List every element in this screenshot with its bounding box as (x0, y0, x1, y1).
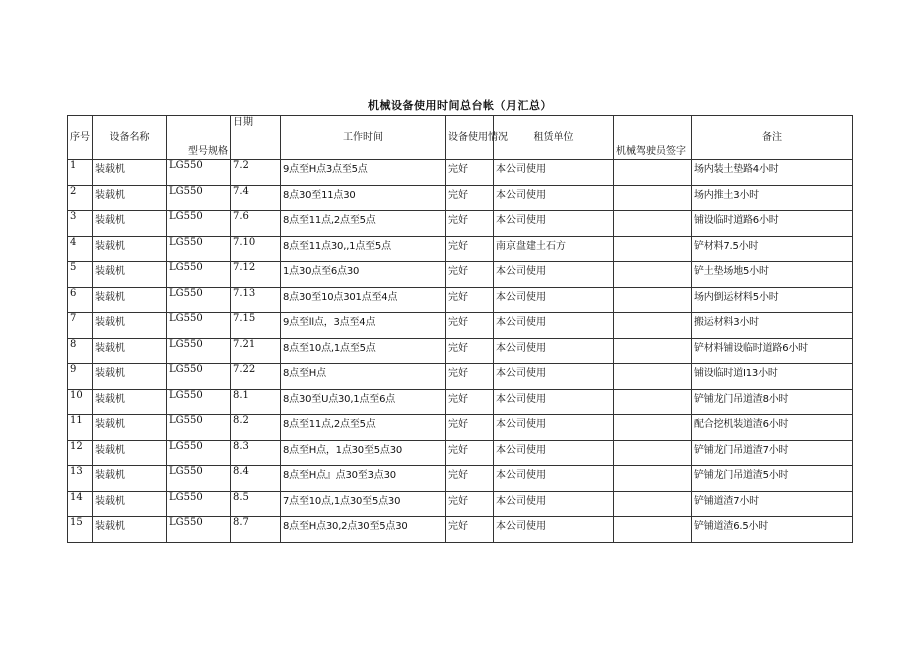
cell-seq: 12 (68, 440, 93, 466)
cell-work-time: 7点至10点,1点30至5点30 (281, 491, 446, 517)
cell-lessor: 本公司使用 (494, 262, 614, 288)
cell-driver-signature (614, 517, 692, 543)
cell-name: 装载机 (93, 338, 167, 364)
cell-model: LG550 (167, 491, 231, 517)
cell-driver-signature (614, 491, 692, 517)
cell-work-time: 8点至10点,1点至5点 (281, 338, 446, 364)
ledger-table (67, 115, 853, 543)
table-row (68, 211, 853, 237)
header-row (68, 116, 853, 160)
table-row (68, 440, 853, 466)
cell-model: LG550 (167, 440, 231, 466)
cell-model: LG550 (167, 415, 231, 441)
cell-status: 完好 (446, 466, 494, 492)
cell-lessor: 本公司使用 (494, 440, 614, 466)
cell-lessor: 本公司使用 (494, 364, 614, 390)
table-row (68, 491, 853, 517)
header-model: 型号规格 (167, 116, 231, 160)
table-row (68, 338, 853, 364)
cell-note: 铲材料铺设临时道路6小时 (692, 338, 853, 364)
cell-date: 8.1 (231, 389, 281, 415)
cell-work-time: 8点至11点,2点至5点 (281, 211, 446, 237)
cell-status: 完好 (446, 236, 494, 262)
cell-work-time: 9点至H点3点至5点 (281, 160, 446, 186)
cell-status: 完好 (446, 389, 494, 415)
cell-note: 铲材料7.5小时 (692, 236, 853, 262)
cell-seq: 9 (68, 364, 93, 390)
cell-status: 完好 (446, 338, 494, 364)
cell-date: 7.2 (231, 160, 281, 186)
cell-note: 铲铺道渣7小时 (692, 491, 853, 517)
cell-seq: 2 (68, 185, 93, 211)
cell-status: 完好 (446, 287, 494, 313)
cell-status: 完好 (446, 211, 494, 237)
cell-lessor: 本公司使用 (494, 185, 614, 211)
cell-note: 铺设临时道I13小时 (692, 364, 853, 390)
cell-seq: 4 (68, 236, 93, 262)
cell-name: 装载机 (93, 440, 167, 466)
cell-model: LG550 (167, 389, 231, 415)
cell-date: 7.6 (231, 211, 281, 237)
cell-date: 7.15 (231, 313, 281, 339)
table-row (68, 364, 853, 390)
cell-name: 装载机 (93, 389, 167, 415)
cell-note: 铲土垫场地5小时 (692, 262, 853, 288)
cell-seq: 6 (68, 287, 93, 313)
cell-driver-signature (614, 211, 692, 237)
cell-driver-signature (614, 313, 692, 339)
cell-date: 7.21 (231, 338, 281, 364)
cell-driver-signature (614, 160, 692, 186)
table-row (68, 389, 853, 415)
cell-model: LG550 (167, 211, 231, 237)
cell-name: 装载机 (93, 491, 167, 517)
cell-status: 完好 (446, 313, 494, 339)
cell-seq: 1 (68, 160, 93, 186)
cell-name: 装载机 (93, 313, 167, 339)
cell-work-time: 8点至H点，1点30至5点30 (281, 440, 446, 466)
cell-work-time: 8点30至11点30 (281, 185, 446, 211)
cell-lessor: 本公司使用 (494, 338, 614, 364)
cell-work-time: 9点至ll点，3点至4点 (281, 313, 446, 339)
cell-date: 7.22 (231, 364, 281, 390)
cell-status: 完好 (446, 160, 494, 186)
cell-status: 完好 (446, 364, 494, 390)
header-sign: 机械驾驶员签字 (614, 116, 692, 160)
cell-lessor: 本公司使用 (494, 517, 614, 543)
cell-driver-signature (614, 364, 692, 390)
cell-date: 8.4 (231, 466, 281, 492)
page-title: 机械设备使用时间总台帐（月汇总） (368, 99, 552, 112)
cell-name: 装载机 (93, 364, 167, 390)
cell-name: 装载机 (93, 415, 167, 441)
cell-note: 场内倒运材料5小时 (692, 287, 853, 313)
cell-seq: 5 (68, 262, 93, 288)
cell-driver-signature (614, 415, 692, 441)
cell-driver-signature (614, 236, 692, 262)
table-row (68, 313, 853, 339)
cell-date: 8.3 (231, 440, 281, 466)
cell-seq: 13 (68, 466, 93, 492)
cell-note: 场内推土3小时 (692, 185, 853, 211)
cell-status: 完好 (446, 185, 494, 211)
table-row (68, 466, 853, 492)
cell-note: 配合挖机装道渣6小时 (692, 415, 853, 441)
header-seq: 序号 (68, 116, 93, 160)
cell-name: 装载机 (93, 466, 167, 492)
cell-seq: 7 (68, 313, 93, 339)
cell-name: 装载机 (93, 517, 167, 543)
cell-status: 完好 (446, 262, 494, 288)
table-row (68, 185, 853, 211)
cell-status: 完好 (446, 415, 494, 441)
cell-lessor: 本公司使用 (494, 211, 614, 237)
cell-name: 装载机 (93, 287, 167, 313)
cell-work-time: 1点30点至6点30 (281, 262, 446, 288)
cell-date: 8.7 (231, 517, 281, 543)
cell-seq: 11 (68, 415, 93, 441)
cell-driver-signature (614, 338, 692, 364)
cell-note: 铺设临时道路6小时 (692, 211, 853, 237)
cell-date: 7.13 (231, 287, 281, 313)
cell-driver-signature (614, 466, 692, 492)
cell-work-time: 8点至H点30,2点30至5点30 (281, 517, 446, 543)
cell-work-time: 8点30至10点301点至4点 (281, 287, 446, 313)
cell-name: 装载机 (93, 185, 167, 211)
cell-lessor: 本公司使用 (494, 466, 614, 492)
header-unit: 租赁单位 (494, 116, 614, 160)
table-row (68, 517, 853, 543)
cell-note: 铲铺龙门吊道渣8小时 (692, 389, 853, 415)
table-row (68, 160, 853, 186)
cell-work-time: 8点至H点 (281, 364, 446, 390)
header-status: 设备使用情况 (446, 116, 494, 160)
cell-work-time: 8点至H点』点30至3点30 (281, 466, 446, 492)
cell-model: LG550 (167, 313, 231, 339)
table-row (68, 262, 853, 288)
cell-lessor: 本公司使用 (494, 415, 614, 441)
cell-work-time: 8点至11点,2点至5点 (281, 415, 446, 441)
header-note: 备注 (692, 116, 853, 160)
cell-date: 7.12 (231, 262, 281, 288)
table-row (68, 236, 853, 262)
cell-note: 铲铺龙门吊道渣5小时 (692, 466, 853, 492)
cell-driver-signature (614, 287, 692, 313)
header-time: 工作时间 (281, 116, 446, 160)
cell-seq: 8 (68, 338, 93, 364)
cell-driver-signature (614, 262, 692, 288)
cell-date: 8.5 (231, 491, 281, 517)
header-date: 日期 (231, 116, 281, 160)
cell-status: 完好 (446, 491, 494, 517)
ledger-body (68, 160, 853, 543)
cell-note: 铲铺道渣6.5小时 (692, 517, 853, 543)
cell-lessor: 南京盘建土石方 (494, 236, 614, 262)
cell-seq: 3 (68, 211, 93, 237)
cell-lessor: 本公司使用 (494, 160, 614, 186)
cell-model: LG550 (167, 160, 231, 186)
cell-lessor: 本公司使用 (494, 389, 614, 415)
cell-driver-signature (614, 389, 692, 415)
cell-name: 装载机 (93, 262, 167, 288)
cell-note: 铲铺龙门吊道渣7小时 (692, 440, 853, 466)
cell-model: LG550 (167, 364, 231, 390)
cell-status: 完好 (446, 517, 494, 543)
cell-date: 7.4 (231, 185, 281, 211)
cell-date: 8.2 (231, 415, 281, 441)
cell-note: 场内装土垫路4小时 (692, 160, 853, 186)
cell-model: LG550 (167, 236, 231, 262)
cell-model: LG550 (167, 466, 231, 492)
cell-date: 7.10 (231, 236, 281, 262)
table-row (68, 287, 853, 313)
cell-model: LG550 (167, 185, 231, 211)
cell-seq: 14 (68, 491, 93, 517)
header-name: 设备名称 (93, 116, 167, 160)
cell-name: 装载机 (93, 160, 167, 186)
cell-driver-signature (614, 185, 692, 211)
cell-seq: 15 (68, 517, 93, 543)
cell-name: 装载机 (93, 211, 167, 237)
cell-model: LG550 (167, 262, 231, 288)
cell-model: LG550 (167, 287, 231, 313)
table-row (68, 415, 853, 441)
cell-note: 搬运材料3小时 (692, 313, 853, 339)
cell-work-time: 8点至11点30,,1点至5点 (281, 236, 446, 262)
cell-lessor: 本公司使用 (494, 491, 614, 517)
cell-lessor: 本公司使用 (494, 287, 614, 313)
cell-model: LG550 (167, 338, 231, 364)
cell-seq: 10 (68, 389, 93, 415)
cell-driver-signature (614, 440, 692, 466)
cell-name: 装载机 (93, 236, 167, 262)
cell-model: LG550 (167, 517, 231, 543)
cell-status: 完好 (446, 440, 494, 466)
cell-work-time: 8点30至U点30,1点至6点 (281, 389, 446, 415)
cell-lessor: 本公司使用 (494, 313, 614, 339)
